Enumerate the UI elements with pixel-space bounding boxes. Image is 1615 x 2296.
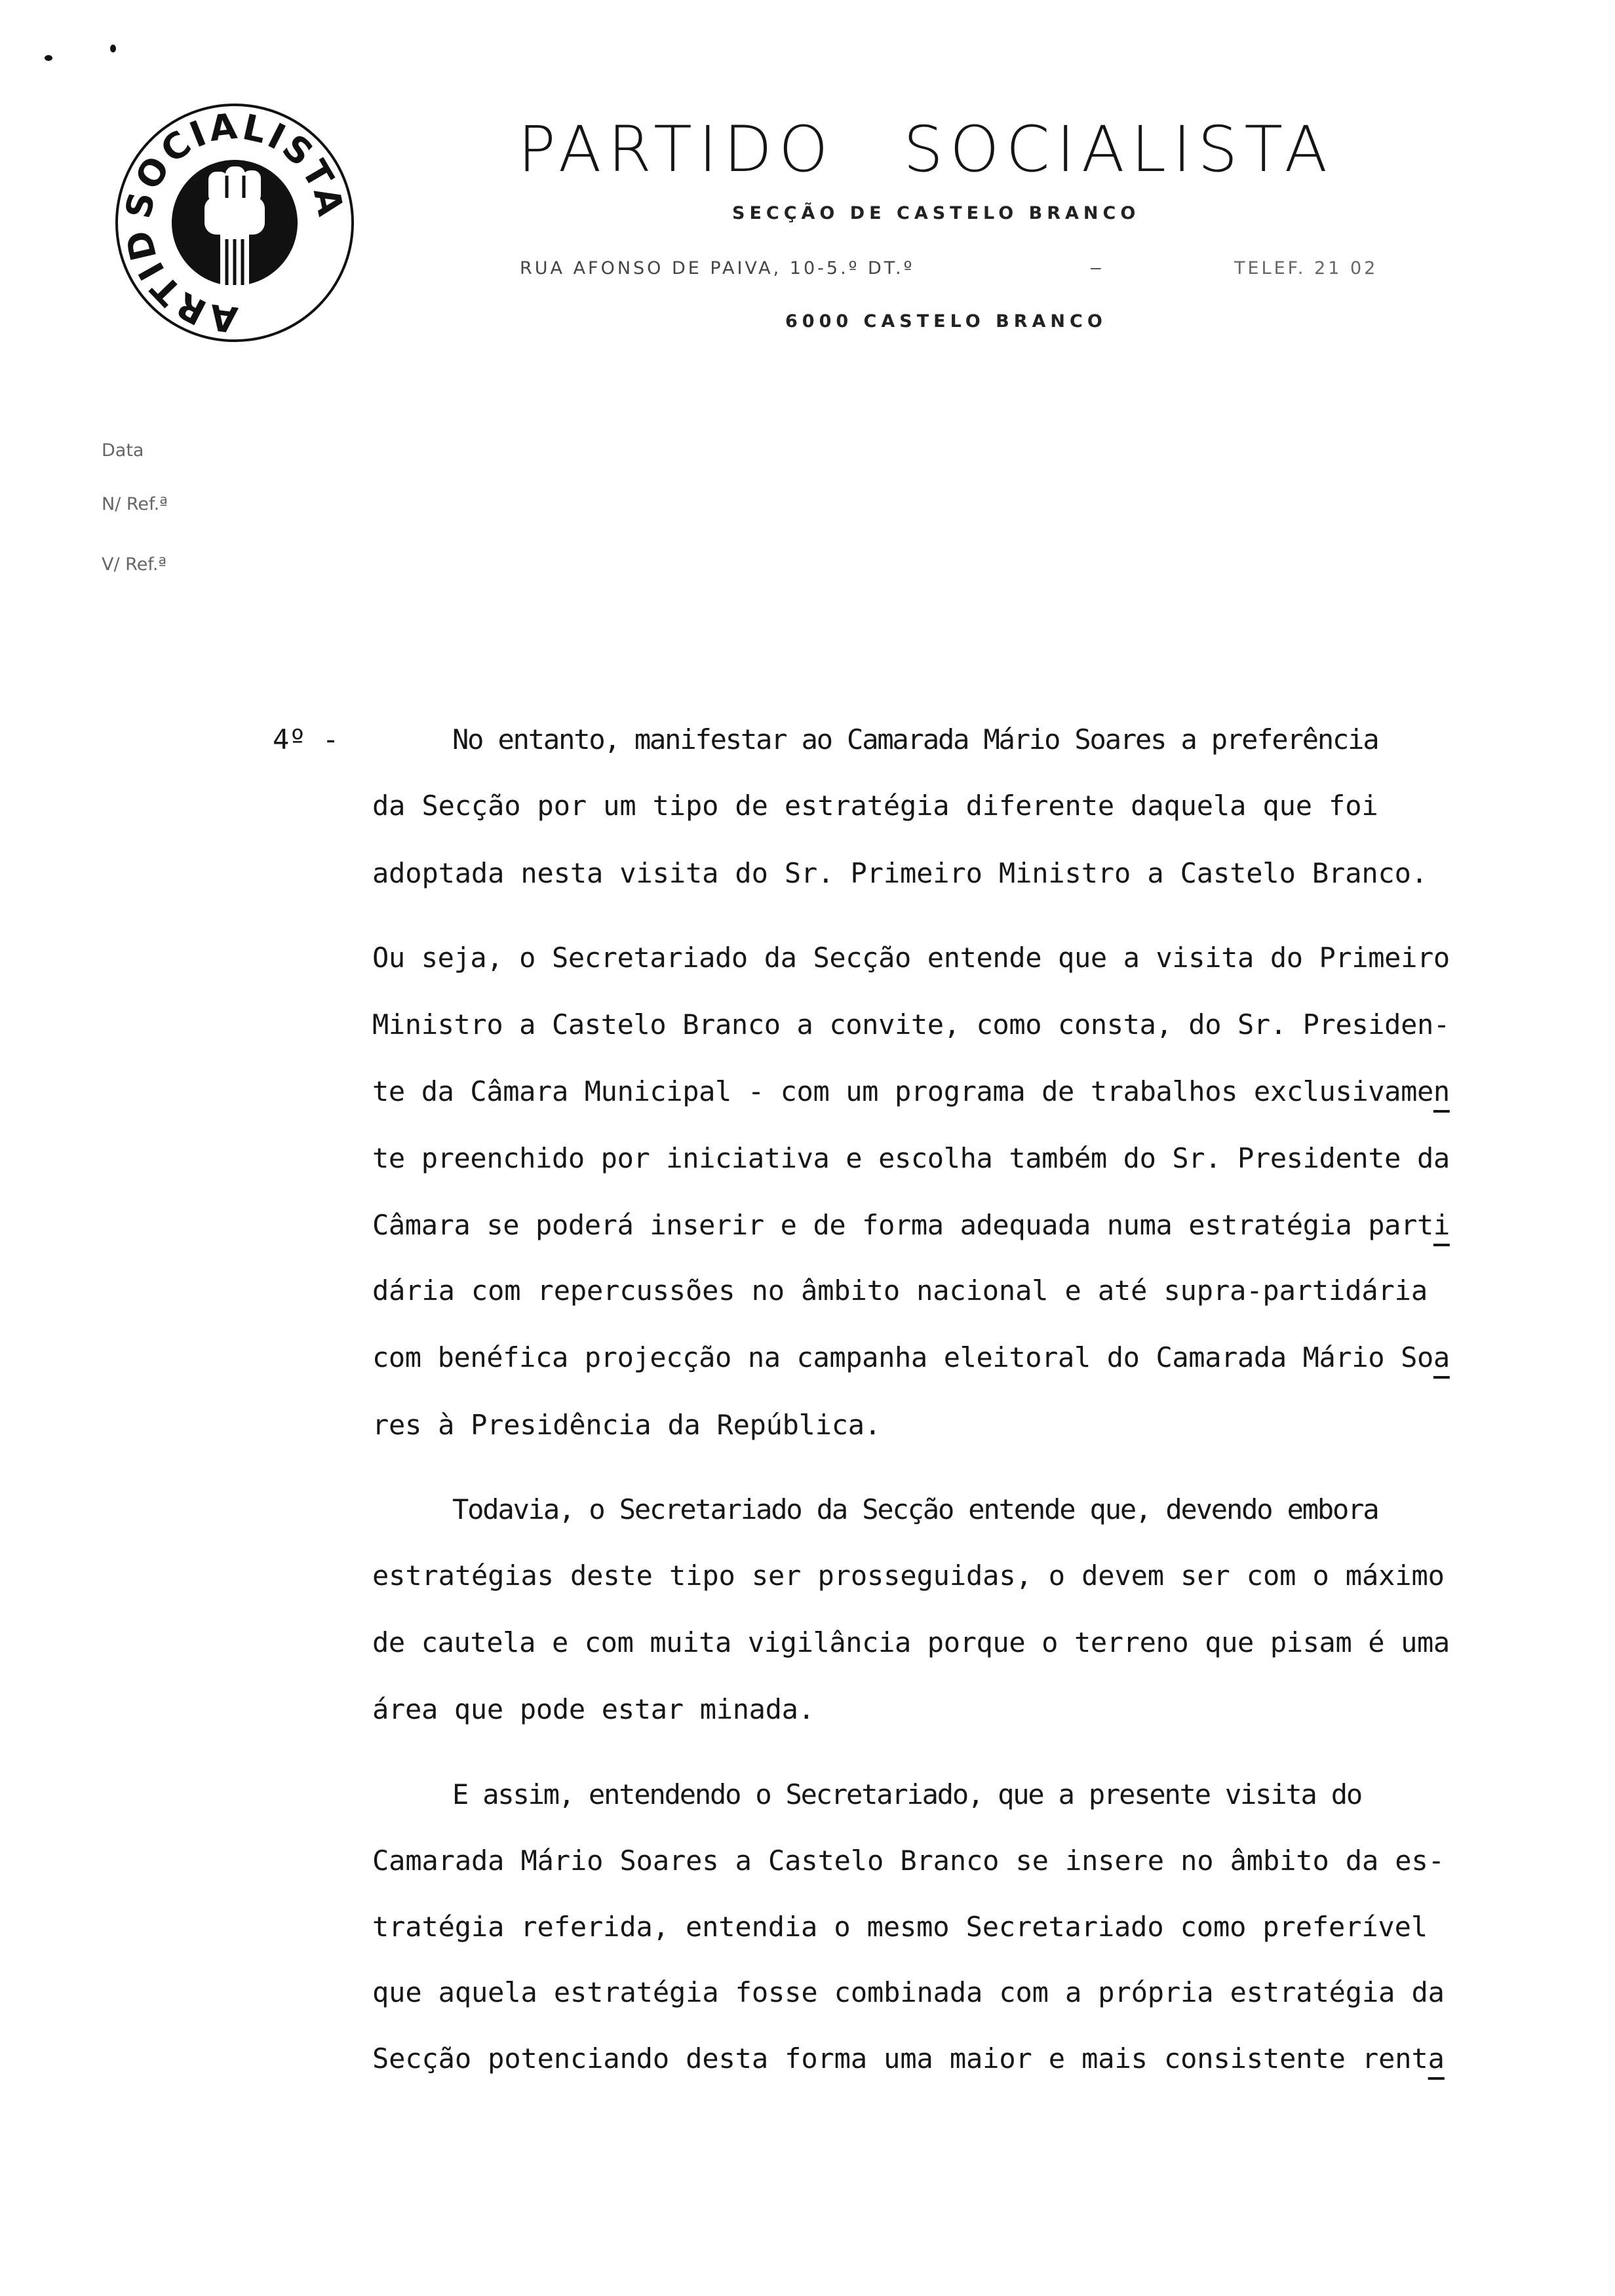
body-line: tratégia referida, entendia o mesmo Secretariado como preferível (372, 1911, 1428, 1943)
body-line: área que pode estar minada. (372, 1693, 815, 1725)
body-line: estratégias deste tipo ser prosseguidas, o devem ser com o máximo (372, 1559, 1445, 1592)
body-line: No entanto, manifestar ao Camarada Mário Soares a preferência (452, 723, 1378, 756)
body-line: Ou seja, o Secretariado da Secção entende que a visita do Primeiro (372, 942, 1450, 974)
body-line: dária com repercussões no âmbito nacional e até supra-partidária (372, 1274, 1428, 1307)
body-line: que aquela estratégia fosse combinada com a própria estratégia da (372, 1976, 1445, 2008)
body-line: de cautela e com muita vigilância porque o terreno que pisam é uma (372, 1626, 1450, 1658)
body-line: res à Presidência da República. (372, 1409, 881, 1441)
meta-field-our-ref: N/ Ref.ª (102, 494, 168, 514)
logo-text-socialista: SOCIALISTA (117, 105, 352, 222)
scan-speck (110, 45, 116, 52)
meta-field-date: Data (102, 440, 144, 461)
body-line: Câmara se poderá inserir e de forma adequada numa estratégia parti (372, 1209, 1450, 1241)
letterhead-phone: TELEF. 21 02 (1234, 258, 1378, 278)
meta-field-your-ref: V/ Ref.ª (102, 554, 167, 575)
body-line: adoptada nesta visita do Sr. Primeiro Ministro a Castelo Branco. (372, 857, 1428, 889)
party-seal-icon (110, 98, 359, 347)
scan-speck (45, 55, 52, 61)
body-line: te preenchido por iniciativa e escolha também do Sr. Presidente da (372, 1142, 1450, 1174)
party-logo (110, 98, 359, 347)
letterhead-subtitle: SECÇÃO DE CASTELO BRANCO (732, 203, 1140, 223)
letterhead-separator: – (1091, 257, 1101, 277)
body-line: E assim, entendendo o Secretariado, que a presente visita do (452, 1778, 1361, 1810)
item-number: 4º - (273, 723, 340, 756)
logo-text-partido: ARTID (117, 224, 241, 341)
body-line: Ministro a Castelo Branco a convite, como consta, do Sr. Presiden- (372, 1008, 1450, 1041)
body-line: Todavia, o Secretariado da Secção entende que, devendo embora (452, 1493, 1378, 1525)
letterhead-address: RUA AFONSO DE PAIVA, 10-5.º DT.º (520, 258, 915, 278)
letterhead-title: PARTIDO SOCIALISTA (518, 113, 1334, 186)
body-line: da Secção por um tipo de estratégia diferente daquela que foi (372, 790, 1378, 822)
body-line: com benéfica projecção na campanha eleitoral do Camarada Mário Soa (372, 1341, 1450, 1373)
body-line: Secção potenciando desta forma uma maior e mais consistente renta (372, 2042, 1445, 2075)
body-line: Camarada Mário Soares a Castelo Branco se insere no âmbito da es- (372, 1845, 1445, 1877)
body-line: te da Câmara Municipal - com um programa de trabalhos exclusivamen (372, 1075, 1450, 1107)
letterhead-city: 6000 CASTELO BRANCO (785, 311, 1107, 332)
